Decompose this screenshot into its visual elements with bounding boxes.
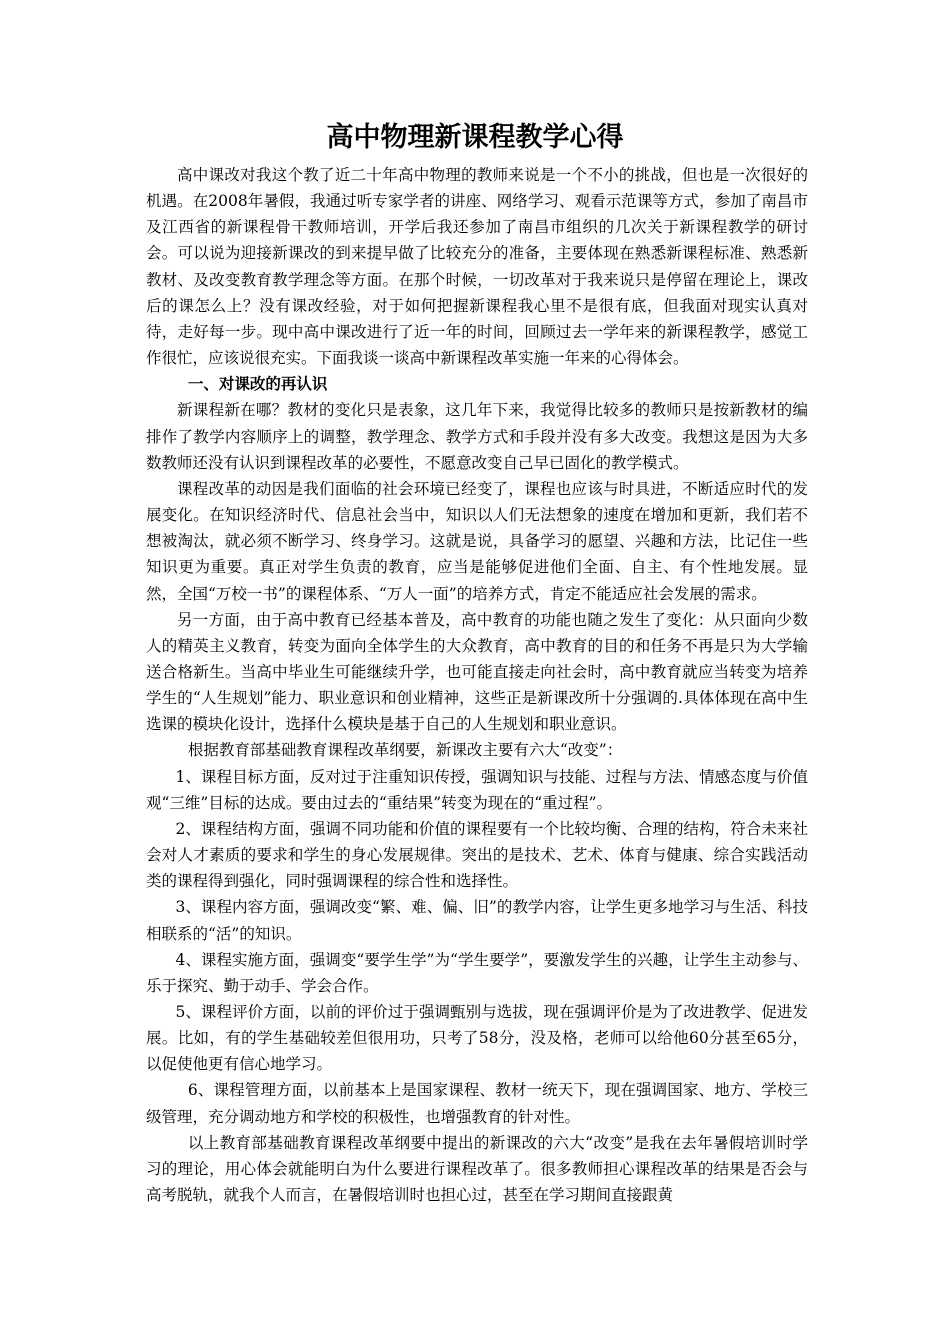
list-item: 5、课程评价方面，以前的评价过于强调甄别与选拔，现在强调评价是为了改进教学、促进发展。比如，有的学生基础较差但很用功，只考了58分，没及格，老师可以给他60分甚至65分，以促使他更有信心地学习。 — [146, 1003, 808, 1074]
paragraph: 以上教育部基础教育课程改革纲要中提出的新课改的六大“改变”是我在去年暑假培训时学习的理论，用心体会就能明白为什么要进行课程改革了。很多教师担心课程改革的结果是否会与高考脱轨，就我个人而言，在暑假培训时也担心过，甚至在学习期间直接跟黄 — [146, 1133, 808, 1205]
paragraph: 课程改革的动因是我们面临的社会环境已经变了，课程也应该与时具进，不断适应时代的发展变化。在知识经济时代、信息社会当中，知识以人们无法想象的速度在增加和更新，我们若不想被淘汰，就必须不断学习、终身学习。这就是说，具备学习的愿望、兴趣和方法，比记住一些知识更为重要。真正对学生负责的教育，应当是能够促进他们全面、自主、有个性地发展。显然，全国“万校一书”的课程体系、“万人一面”的培养方式，肯定不能适应社会发展的需求。 — [146, 479, 808, 603]
paragraph-intro: 高中课改对我这个教了近二十年高中物理的教师来说是一个不小的挑战，但也是一次很好的机遇。在2008年暑假，我通过听专家学者的讲座、网络学习、观看示范课等方式，参加了南昌市及江西省的新课程骨干教师培训，开学后我还参加了南昌市组织的几次关于新课程教学的研讨会。可以说为迎接新课改的到来提早做了比较充分的准备，主要体现在熟悉新课程标准、熟悉新教材、及改变教育教学理念等方面。在那个时候，一切改革对于我来说只是停留在理论上，课改后的课怎么上？没有课改经验，对于如何把握新课程我心里不是很有底，但我面对现实认真对待，走好每一步。现中高中课改进行了近一年的时间，回顾过去一学年来的新课程教学，感觉工作很忙，应该说很充实。下面我谈一谈高中新课程改革实施一年来的心得体会。 — [146, 166, 808, 368]
paragraph: 新课程新在哪？教材的变化只是表象，这几年下来，我觉得比较多的教师只是按新教材的编排作了教学内容顺序上的调整，教学理念、教学方式和手段并没有多大改变。我想这是因为大多数教师还没有认识到课程改革的必要性，不愿意改变自己早已固化的教学模式。 — [146, 401, 808, 472]
list-item: 4、课程实施方面，强调变“要学生学”为“学生要学”，要激发学生的兴趣，让学生主动参与、乐于探究、勤于动手、学会合作。 — [146, 950, 808, 995]
list-item: 1、课程目标方面，反对过于注重知识传授，强调知识与技能、过程与方法、情感态度与价值观“三维”目标的达成。要由过去的“重结果”转变为现在的“重过程”。 — [146, 767, 808, 812]
document-title: 高中物理新课程教学心得 — [326, 122, 624, 153]
document-body — [146, 162, 808, 1208]
list-item: 6、课程管理方面，以前基本上是国家课程、教材一统天下，现在强调国家、地方、学校三级管理，充分调动地方和学校的积极性，也增强教育的针对性。 — [146, 1081, 808, 1126]
paragraph: 另一方面，由于高中教育已经基本普及，高中教育的功能也随之发生了变化：从只面向少数人的精英主义教育，转变为面向全体学生的大众教育，高中教育的目的和任务不再是只为大学输送合格新生。当高中毕业生可能继续升学，也可能直接走向社会时，高中教育就应当转变为培养学生的“人生规划”能力、职业意识和创业精神，这些正是新课改所十分强调的.具体体现在高中生选课的模块化设计，选择什么模块是基于自己的人生规划和职业意识。 — [146, 610, 808, 734]
paragraph: 根据教育部基础教育课程改革纲要，新课改主要有六大“改变”： — [187, 741, 623, 760]
list-item: 2、课程结构方面，强调不同功能和价值的课程要有一个比较均衡、合理的结构，符合未来社会对人才素质的要求和学生的身心发展规律。突出的是技术、艺术、体育与健康、综合实践活动类的课程得到强化，同时强调课程的综合性和选择性。 — [146, 819, 808, 891]
section-heading: 一、对课改的再认识 — [187, 375, 328, 394]
list-item: 3、课程内容方面，强调改变“繁、难、偏、旧”的教学内容，让学生更多地学习与生活、科技相联系的“活”的知识。 — [146, 898, 808, 943]
